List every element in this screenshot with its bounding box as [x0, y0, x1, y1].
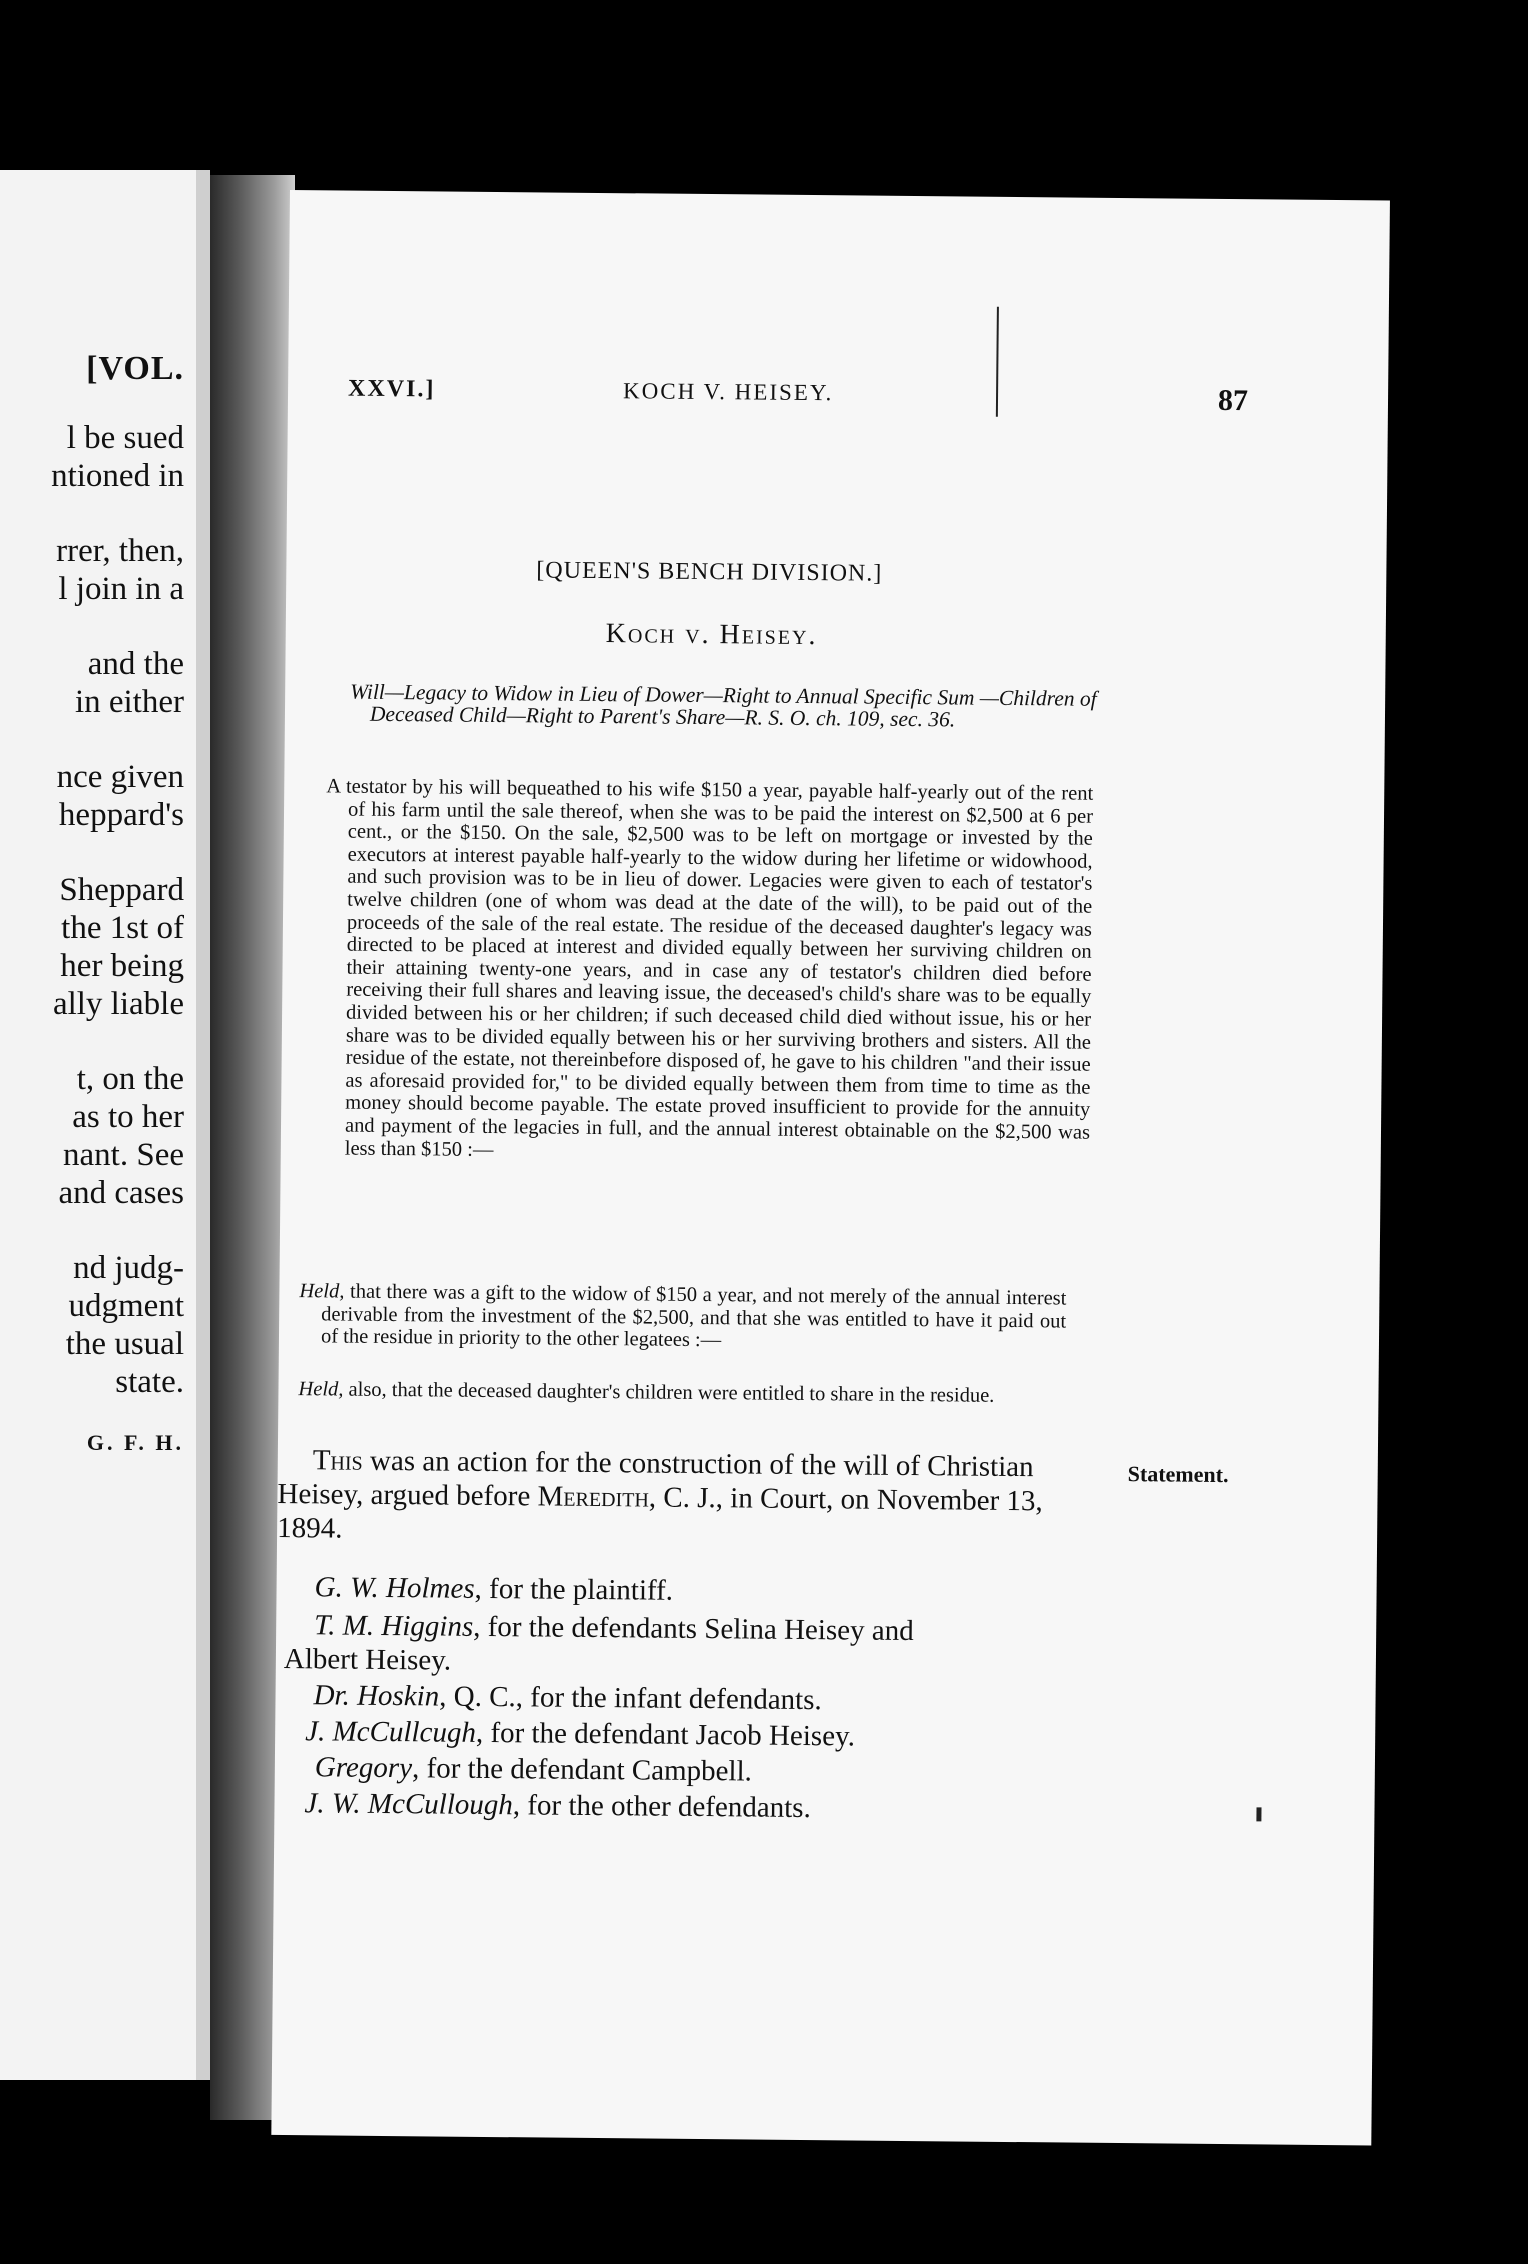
- court-division: [QUEEN'S BENCH DIVISION.]: [536, 557, 883, 587]
- left-line: l be sued: [66, 420, 184, 456]
- counsel-line: [314, 1570, 1114, 1612]
- left-line: nce given: [56, 759, 184, 795]
- counsel-line: [304, 1786, 1104, 1828]
- left-line: and the: [87, 646, 184, 682]
- left-line: Sheppard: [59, 872, 184, 908]
- holding: [298, 1378, 1065, 1408]
- counsel-role: , Q. C., for the infant defendants.: [439, 1680, 822, 1717]
- left-line: ally liable: [52, 986, 184, 1022]
- counsel-role: Albert Heisey.: [283, 1643, 452, 1677]
- left-line: the 1st of: [61, 910, 184, 946]
- counsel-name: J. W. McCullough: [304, 1787, 514, 1822]
- left-line: nant. See: [63, 1137, 184, 1173]
- previous-page-strip: [0, 170, 210, 2080]
- left-line: udgment: [68, 1288, 184, 1324]
- main-page: [271, 190, 1390, 2145]
- margin-note: Statement.: [1127, 1461, 1229, 1488]
- statement-lead: This: [312, 1444, 363, 1477]
- left-line: in either: [74, 684, 184, 720]
- running-head-volume: XXVI.]: [347, 375, 436, 403]
- left-signature: G. F. H.: [86, 1430, 184, 1455]
- counsel-role: , for the defendants Selina Heisey and: [473, 1610, 914, 1648]
- page-edge: [196, 170, 210, 2080]
- statement-paragraph: [277, 1443, 1078, 1553]
- left-line: and cases: [58, 1175, 184, 1211]
- counsel-role: , for the plaintiff.: [474, 1572, 674, 1607]
- left-line: rrer, then,: [56, 533, 184, 569]
- left-line: as to her: [72, 1099, 184, 1135]
- counsel-line: [284, 1642, 1084, 1684]
- holding-label: Held,: [299, 1280, 345, 1303]
- left-line: state.: [115, 1364, 184, 1400]
- counsel-name: T. M. Higgins: [314, 1609, 474, 1643]
- page-number: 87: [1217, 383, 1249, 418]
- scan-mark: [1256, 1807, 1261, 1821]
- left-line: the usual: [65, 1326, 184, 1362]
- left-line: her being: [60, 948, 184, 984]
- statement-text: , C. J., in Court, on November 13, 1894.: [277, 1481, 1043, 1545]
- judge-name: Meredith: [537, 1480, 650, 1514]
- left-volume-label: [VOL.: [86, 350, 184, 387]
- counsel-line: [305, 1714, 1105, 1756]
- counsel-role: , for the other defendants.: [512, 1789, 811, 1825]
- left-line: ntioned in: [51, 458, 184, 494]
- counsel-name: G. W. Holmes: [314, 1571, 475, 1605]
- running-head: [288, 375, 1388, 426]
- counsel-name: J. McCullcugh: [305, 1715, 477, 1749]
- counsel-name: Gregory: [314, 1751, 413, 1785]
- holding-label: Held,: [298, 1378, 344, 1401]
- statement-text: was an action for the construction of the will of Christian Heisey, argued before: [277, 1444, 1034, 1513]
- left-line: heppard's: [58, 797, 184, 833]
- counsel-role: , for the defendant Jacob Heisey.: [475, 1716, 856, 1753]
- running-head-title: KOCH V. HEISEY.: [622, 378, 834, 406]
- counsel-role: , for the defendant Campbell.: [411, 1752, 753, 1788]
- holding: [299, 1280, 1067, 1355]
- counsel-name: Dr. Hoskin: [313, 1679, 440, 1713]
- case-summary: A testator by his will bequeathed to his wife $150 a year, payable half-yearly out of the rent of his farm until the sale thereof, when she was to be paid the interest on $2,500 at 6 per cent., or the $150. On the sale, $2,500 was to be left on mortgage or invested by the executors at interest payable half-yearly to the widow during her lifetime or widowhood, and such provision was to be in lieu of dower. Legacies were given to each of testator's twelve children (one of whom was dead at the date of the will), to be paid out of the proceeds of the sale of the real estate. The residue of the deceased daughter's legacy was directed to be placed at interest and divided equally between her surviving children on their attaining twenty-one years, and in case any of testator's children died before receiving their full shares and leaving issue, the deceased's child's share was to be equally divided between his or her children; if such deceased child died without issue, his or her share was to be divided equally between his or her surviving brothers and sisters. All the residue of the estate, not thereinbefore disposed of, he gave to his children "and their issue as aforesaid provided for," to be divided equally between them from time to time as the money should become payable. The estate proved insufficient to provide for the annuity and payment of the legacies in full, and the annual interest obtainable on the $2,500 was less than $150 :—: [326, 775, 1094, 1161]
- case-title: Koch v. Heisey.: [605, 618, 818, 652]
- left-line: nd judg-: [73, 1250, 184, 1286]
- headnote: Will—Legacy to Widow in Lieu of Dower—Right to Annual Specific Sum —Children of Deceased Child—Right to Parent's Share—R. S. O. ch. 109, sec. 36.: [350, 679, 1097, 732]
- left-line: t, on the: [76, 1061, 184, 1097]
- left-line: l join in a: [58, 571, 184, 607]
- counsel-line: [315, 1750, 1115, 1792]
- counsel-line: [313, 1678, 1113, 1720]
- holding-text: also, that the deceased daughter's children were entitled to share in the residue.: [348, 1378, 995, 1407]
- holding-text: that there was a gift to the widow of $150 a year, and not merely of the annual interest derivable from the investment of the $2,500, and that she was entitled to have it paid out of the residue in priority to the other legatees :—: [320, 1280, 1067, 1352]
